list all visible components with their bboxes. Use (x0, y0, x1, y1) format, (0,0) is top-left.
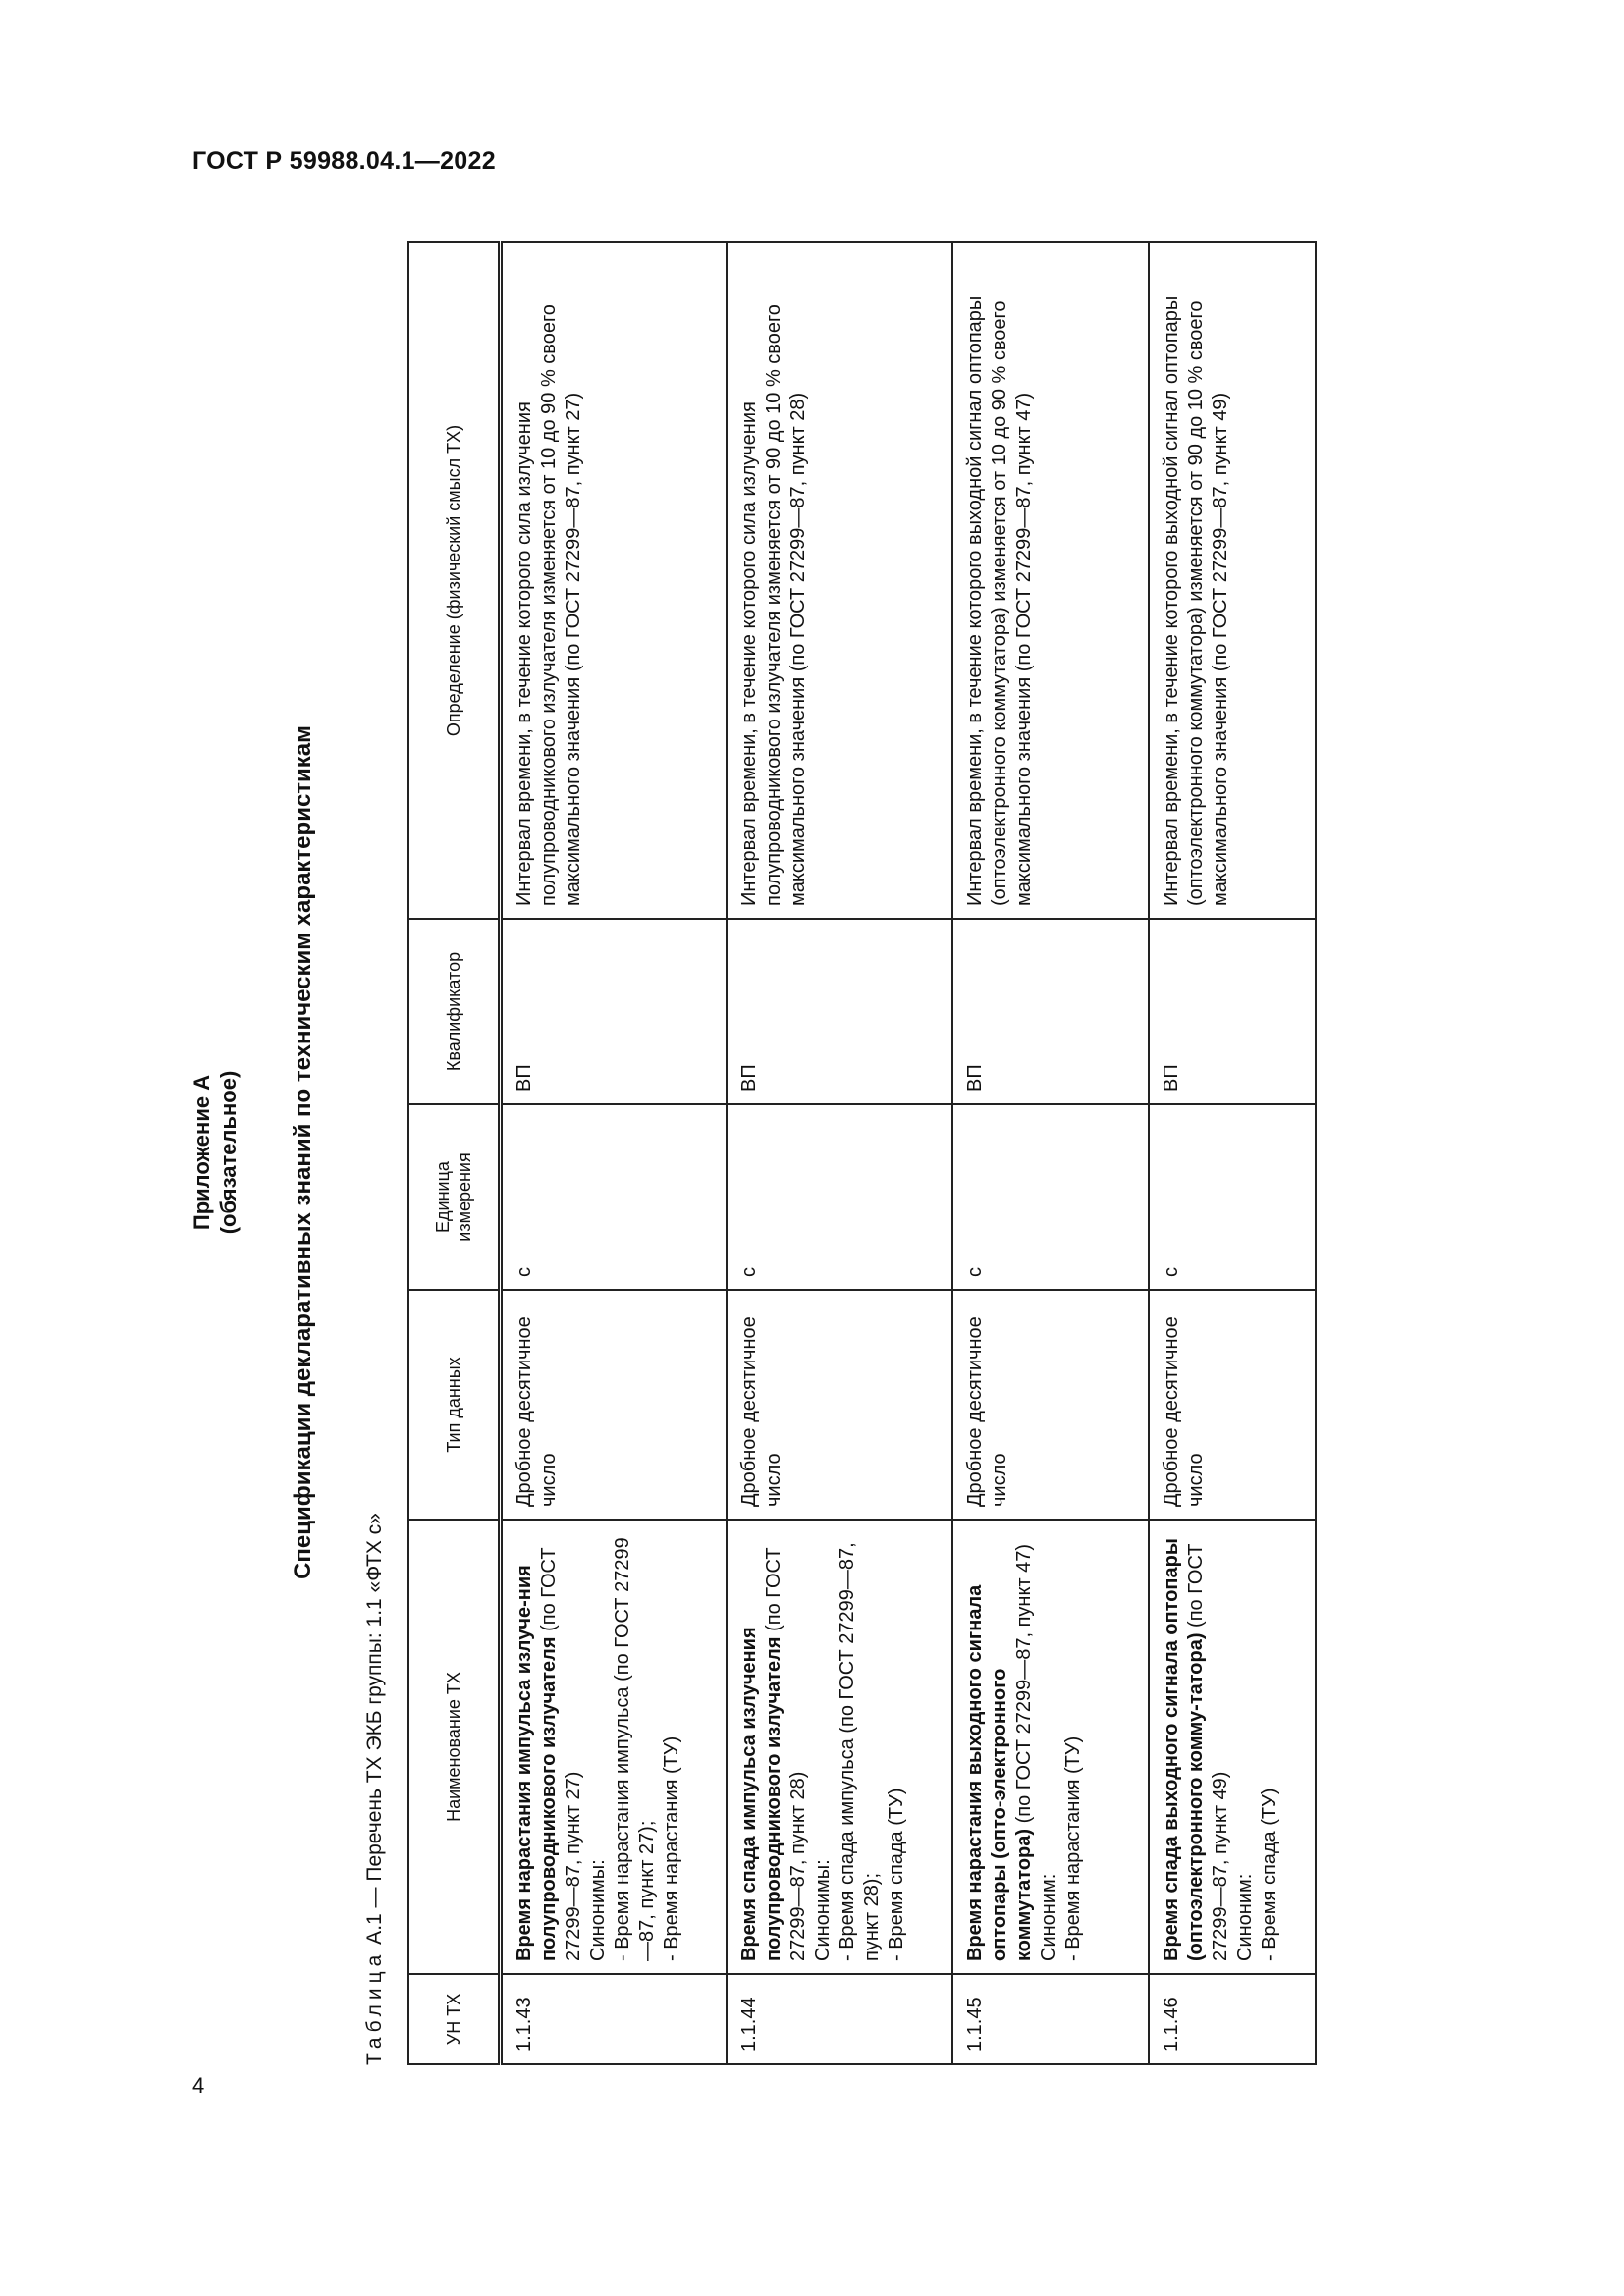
cell-unit: с (727, 1104, 952, 1290)
col-header-unit-line1: Единица (433, 1161, 453, 1233)
cell-name (727, 1520, 952, 1974)
rotated-content (189, 240, 1386, 2065)
cell-name (501, 1520, 727, 1974)
section-title: Спецификации декларативных знаний по техническим характеристикам (290, 725, 316, 1579)
col-header-id: УН ТХ (408, 1974, 501, 2064)
col-header-data-type: Тип данных (408, 1290, 501, 1520)
cell-definition: Интервал времени, в течение которого выходной сигнал оптопары (оптоэлектронного коммутатора) изменяется от 90 до 10 % своего максимального значения (по ГОСТ 27299—87, пункт 49) (1149, 242, 1316, 919)
col-header-name: Наименование ТХ (408, 1520, 501, 1974)
spec-table (407, 241, 1317, 2065)
cell-unit: с (952, 1104, 1149, 1290)
synonym: - Время спада импульса (по ГОСТ 27299—87, пункт 28); (836, 1542, 883, 1961)
cell-name (1149, 1520, 1316, 1974)
appendix-heading (189, 240, 242, 2065)
cell-data-type: Дробное десятичное число (727, 1290, 952, 1520)
name-bold: Время спада импульса излучения полупроводникового излучателя (737, 1627, 785, 1961)
cell-qualifier: ВП (952, 919, 1149, 1104)
name-bold: Время спада выходного сигнала оптопары (оптоэлектронного комму-татора) (1160, 1538, 1207, 1961)
table-header-row (408, 242, 501, 2064)
synonyms-label: Синонимы: (587, 1859, 609, 1961)
document-code: ГОСТ Р 59988.04.1—2022 (192, 147, 496, 175)
col-header-unit-line2: измерения (455, 1152, 474, 1242)
table-row (501, 242, 727, 2064)
name-bold: Время нарастания выходного сигнала оптопары (опто-электронного коммутатора) (963, 1584, 1035, 1961)
name-bold: Время нарастания импульса излуче-ния полупроводникового излучателя (514, 1565, 560, 1961)
table-caption-text: А.1 — Перечень ТХ ЭКБ группы: 1.1 «ФТХ с» (363, 1513, 386, 1945)
appendix-title: Приложение А (189, 1074, 214, 1231)
synonym: - Время нарастания импульса (по ГОСТ 27299—87, пункт 27); (612, 1537, 658, 1961)
cell-definition: Интервал времени, в течение которого сила излучения полупроводникового излучателя изменяется от 90 до 10 % своего максимального значения (по ГОСТ 27299—87, пункт 28) (727, 242, 952, 919)
name-rest: (по ГОСТ 27299—87, пункт 27) (538, 1547, 584, 1961)
cell-definition: Интервал времени, в течение которого выходной сигнал оптопары (оптоэлектронного коммутатора) изменяется от 10 до 90 % своего максимального значения (по ГОСТ 27299—87, пункт 47) (952, 242, 1149, 919)
col-header-unit (408, 1104, 501, 1290)
col-header-qualifier: Квалификатор (408, 919, 501, 1104)
name-rest: (по ГОСТ 27299—87, пункт 49) (1184, 1543, 1231, 1961)
cell-unit: с (501, 1104, 727, 1290)
cell-definition: Интервал времени, в течение которого сила излучения полупроводникового излучателя изменяется от 10 до 90 % своего максимального значения (по ГОСТ 27299—87, пункт 27) (501, 242, 727, 919)
cell-id: 1.1.43 (501, 1974, 727, 2064)
appendix-status: (обязательное) (216, 1070, 241, 1235)
name-rest: (по ГОСТ 27299—87, пункт 28) (762, 1547, 809, 1961)
table-caption (363, 1513, 387, 2065)
cell-name (952, 1520, 1149, 1974)
name-rest: (по ГОСТ 27299—87, пункт 47) (1012, 1543, 1035, 1824)
cell-unit: с (1149, 1104, 1316, 1290)
table-caption-word: Таблица (363, 1949, 386, 2065)
page-number: 4 (192, 2073, 205, 2098)
synonyms-label: Синонимы: (811, 1859, 834, 1961)
cell-qualifier: ВП (501, 919, 727, 1104)
synonym: - Время нарастания (ТУ) (661, 1735, 682, 1961)
cell-data-type: Дробное десятичное число (501, 1290, 727, 1520)
cell-data-type: Дробное десятичное число (952, 1290, 1149, 1520)
col-header-definition: Определение (физический смысл ТХ) (408, 242, 501, 919)
table-row (952, 242, 1149, 2064)
cell-qualifier: ВП (727, 919, 952, 1104)
cell-id: 1.1.44 (727, 1974, 952, 2064)
synonyms-label: Синоним: (1037, 1873, 1059, 1961)
synonym: - Время спада (ТУ) (1258, 1788, 1280, 1961)
table-row (727, 242, 952, 2064)
cell-data-type: Дробное десятичное число (1149, 1290, 1316, 1520)
synonym: - Время нарастания (ТУ) (1061, 1735, 1084, 1961)
synonyms-label: Синоним: (1233, 1873, 1256, 1961)
table-row (1149, 242, 1316, 2064)
cell-qualifier: ВП (1149, 919, 1316, 1104)
cell-id: 1.1.45 (952, 1974, 1149, 2064)
cell-id: 1.1.46 (1149, 1974, 1316, 2064)
synonym: - Время спада (ТУ) (885, 1788, 907, 1961)
